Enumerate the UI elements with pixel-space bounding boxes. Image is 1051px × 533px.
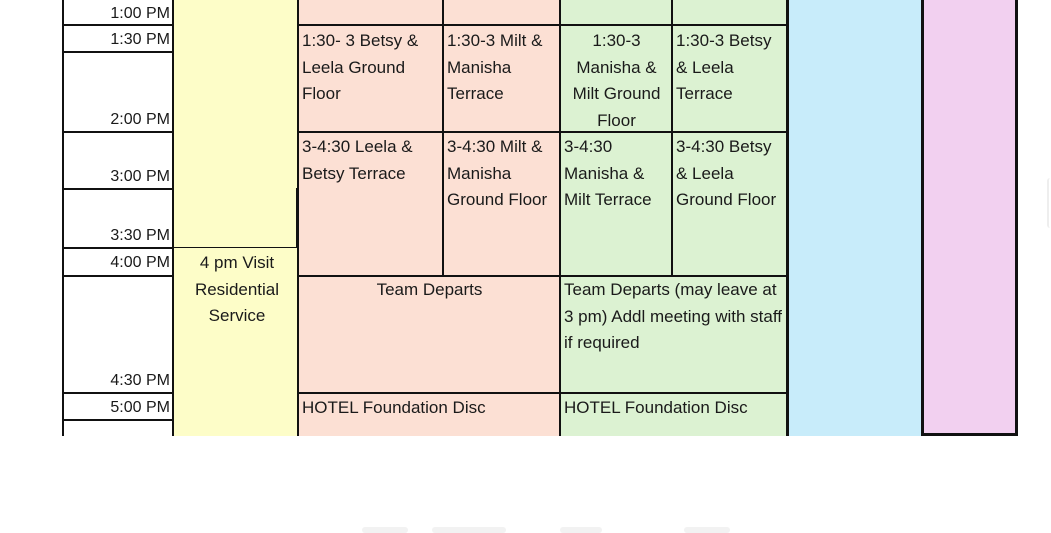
group-b-departs: Team Departs (may leave at 3 pm) Addl meeting with staff if required (564, 280, 782, 352)
group-a-slot2-col1: 3-4:30 Leela & Betsy Terrace (302, 137, 413, 183)
group-b-slot1-col1: 1:30-3 Manisha & Milt Ground Floor (572, 31, 661, 130)
group-b-slot1-col2: 1:30-3 Betsy & Leela Terrace (676, 31, 772, 103)
group-b-hotel: HOTEL Foundation Disc (564, 398, 748, 417)
gridline (1015, 0, 1018, 436)
gridline (296, 188, 299, 247)
gridline (62, 131, 174, 133)
gridline (298, 131, 788, 133)
partial-element (684, 527, 730, 533)
time-label-1630: 4:30 PM (110, 372, 170, 389)
group-a-slot1-col2: 1:30-3 Milt & Manisha Terrace (447, 31, 543, 103)
time-label-1330: 1:30 PM (110, 31, 170, 48)
group-a-hotel: HOTEL Foundation Disc (302, 398, 486, 417)
blue-column (788, 0, 922, 436)
partial-element (432, 527, 506, 533)
group-a-slot2-col2: 3-4:30 Milt & Manisha Ground Floor (447, 137, 548, 209)
residential-column (174, 0, 298, 436)
group-a-slot1-col1: 1:30- 3 Betsy & Leela Ground Floor (302, 31, 419, 103)
gridline (62, 188, 174, 190)
partial-element (1047, 178, 1051, 228)
gridline (172, 0, 174, 436)
gridline (62, 247, 174, 249)
gridline (921, 0, 924, 436)
time-label-1530: 3:30 PM (110, 227, 170, 244)
time-label-1300: 1:00 PM (110, 5, 170, 22)
gridline (62, 392, 174, 394)
time-label-1500: 3:00 PM (110, 168, 170, 185)
gridline (62, 419, 174, 421)
gridline (786, 0, 789, 436)
pink-column (922, 0, 1018, 436)
gridline (298, 392, 788, 394)
partial-element (560, 527, 602, 533)
gridline (298, 24, 788, 26)
group-a-departs: Team Departs (376, 280, 483, 299)
gridline (62, 51, 174, 53)
group-b-slot2-col1: 3-4:30 Manisha & Milt Terrace (564, 137, 652, 209)
gridline (174, 247, 298, 248)
time-label-1600: 4:00 PM (110, 254, 170, 271)
gridline (62, 24, 174, 26)
gridline (922, 433, 1018, 436)
group-b-slot2-col2: 3-4:30 Betsy & Leela Ground Floor (676, 137, 777, 209)
time-label-1700: 5:00 PM (110, 399, 170, 416)
partial-element (362, 527, 408, 533)
time-label-1400: 2:00 PM (110, 111, 170, 128)
gridline (62, 275, 174, 277)
residential-visit: 4 pm Visit Residential Service (194, 253, 280, 325)
gridline (62, 0, 64, 436)
